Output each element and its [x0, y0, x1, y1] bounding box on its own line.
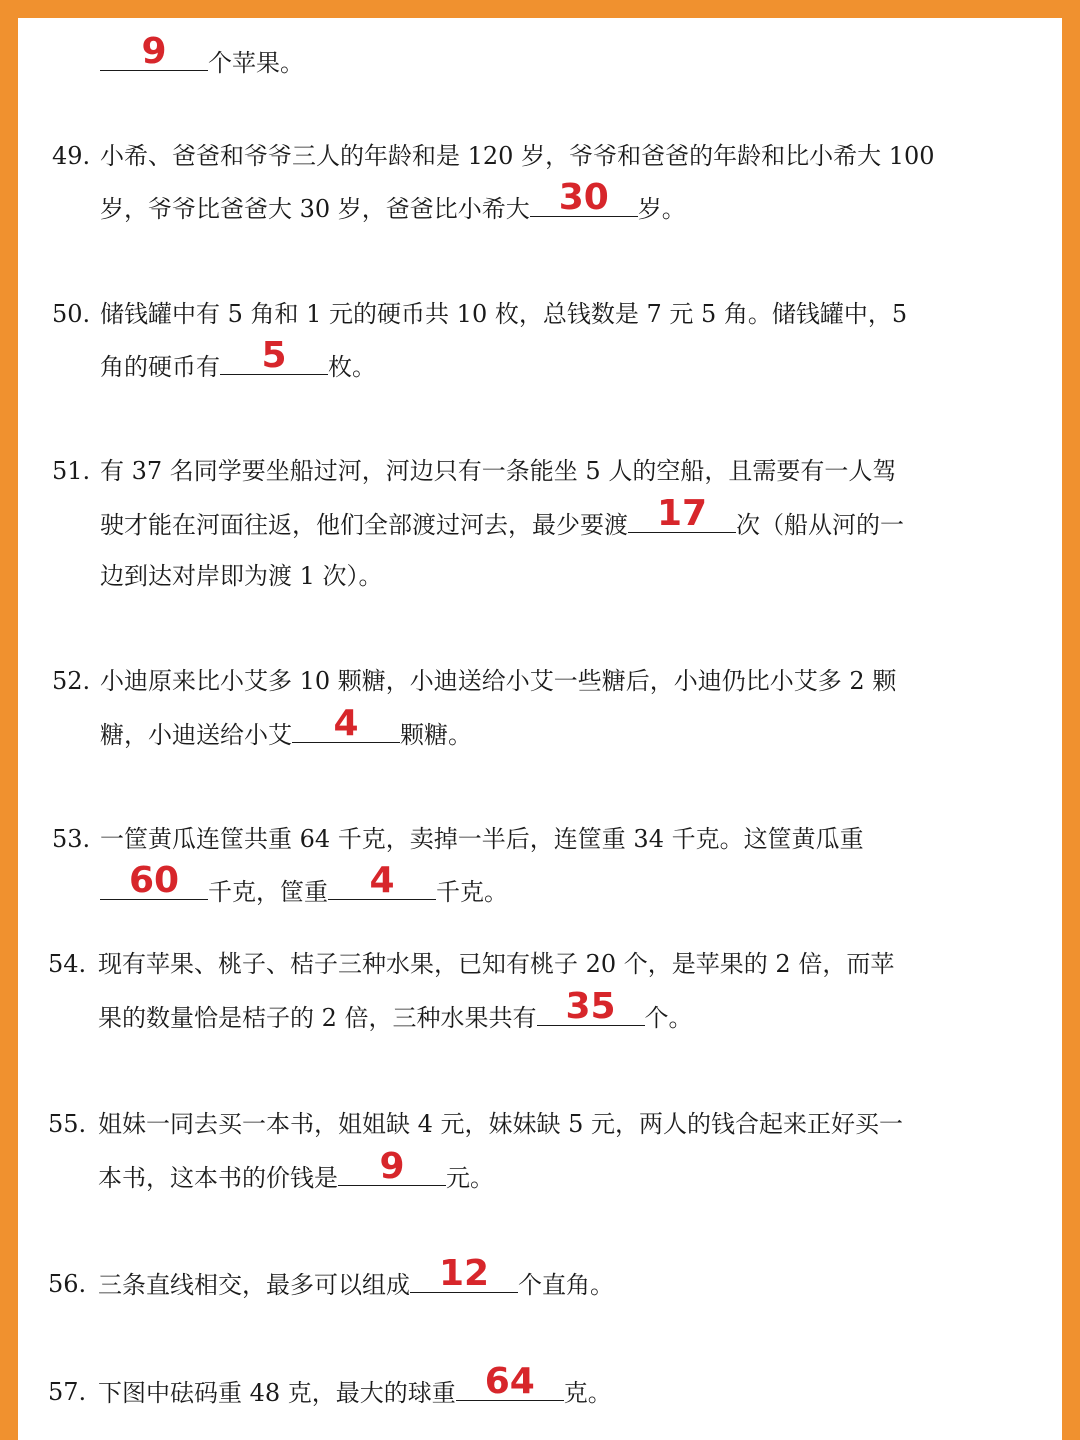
answer-value: 4	[333, 703, 359, 744]
answer-blank	[100, 860, 208, 901]
question-text: 一筐黄瓜连筐共重 64 千克，卖掉一半后，连筐重 34 千克。这筐黄瓜重	[100, 825, 864, 853]
answer-blank	[338, 1146, 446, 1187]
question-number: 51.	[52, 457, 91, 485]
question-number: 53.	[52, 825, 91, 853]
answer-blank	[328, 860, 436, 901]
question-text: 枚。	[328, 353, 376, 381]
question-text: 边到达对岸即为渡 1 次）。	[100, 562, 383, 590]
answer-value: 60	[128, 860, 180, 901]
question-text: 千克，筐重	[208, 878, 328, 906]
question-text: 有 37 名同学要坐船过河，河边只有一条能坐 5 人的空船，且需要有一人驾	[100, 457, 897, 485]
question-number: 52.	[52, 667, 91, 695]
question-number: 49.	[52, 142, 91, 170]
question-text: 三条直线相交，最多可以组成	[98, 1271, 410, 1299]
answer-value: 4	[369, 860, 395, 901]
question-number: 56.	[48, 1270, 87, 1298]
worksheet-page	[18, 18, 1062, 1440]
answer-value: 30	[558, 177, 609, 218]
answer-blank	[220, 335, 328, 376]
question-text: 岁。	[637, 195, 686, 223]
answer-value: 5	[261, 335, 287, 376]
question-number: 54.	[48, 950, 87, 978]
question-number: 57.	[48, 1378, 87, 1406]
answer-value: 12	[438, 1253, 490, 1294]
answer-blank	[410, 1253, 518, 1294]
answer-value: 35	[565, 986, 616, 1027]
answer-value: 9	[379, 1146, 405, 1187]
question-text: 颗糖。	[400, 721, 472, 749]
question-text: 次（船从河的一	[736, 511, 904, 539]
question-text: 小迪原来比小艾多 10 颗糖，小迪送给小艾一些糖后，小迪仍比小艾多 2 颗	[100, 667, 897, 695]
question-text: 储钱罐中有 5 角和 1 元的硬币共 10 枚，总钱数是 7 元 5 角。储钱罐中，5	[100, 300, 908, 328]
question-text: 姐妹一同去买一本书，姐姐缺 4 元，妹妹缺 5 元，两人的钱合起来正好买一	[98, 1110, 904, 1138]
answer-value: 64	[484, 1361, 535, 1402]
question-text: 克。	[563, 1379, 612, 1407]
question-text: 个苹果。	[208, 49, 304, 77]
answer-blank	[537, 986, 645, 1027]
question-text: 现有苹果、桃子、桔子三种水果，已知有桃子 20 个，是苹果的 2 倍，而苹	[98, 950, 895, 978]
question-number: 55.	[48, 1110, 87, 1138]
question-text: 糖，小迪送给小艾	[100, 721, 292, 749]
question-text: 驶才能在河面往返，他们全部渡过河去，最少要渡	[100, 511, 628, 539]
answer-value: 9	[141, 31, 167, 72]
question-text: 岁，爷爷比爸爸大 30 岁，爸爸比小希大	[100, 195, 530, 223]
question-text: 元。	[446, 1164, 494, 1192]
question-number: 50.	[52, 300, 91, 328]
answer-value: 17	[656, 493, 708, 534]
question-text: 果的数量恰是桔子的 2 倍，三种水果共有	[98, 1004, 537, 1032]
answer-blank	[628, 493, 736, 534]
question-text: 角的硬币有	[100, 353, 220, 381]
question-text: 个直角。	[518, 1271, 614, 1299]
question-text: 下图中砝码重 48 克，最大的球重	[98, 1379, 456, 1407]
answer-blank	[100, 31, 208, 72]
question-text: 个。	[644, 1004, 693, 1032]
answer-blank	[292, 703, 400, 744]
question-text: 千克。	[436, 878, 508, 906]
question-text: 小希、爸爸和爷爷三人的年龄和是 120 岁，爷爷和爸爸的年龄和比小希大 100	[100, 142, 935, 170]
question-text: 本书，这本书的价钱是	[98, 1164, 338, 1192]
answer-blank	[456, 1361, 564, 1402]
answer-blank	[530, 177, 638, 218]
